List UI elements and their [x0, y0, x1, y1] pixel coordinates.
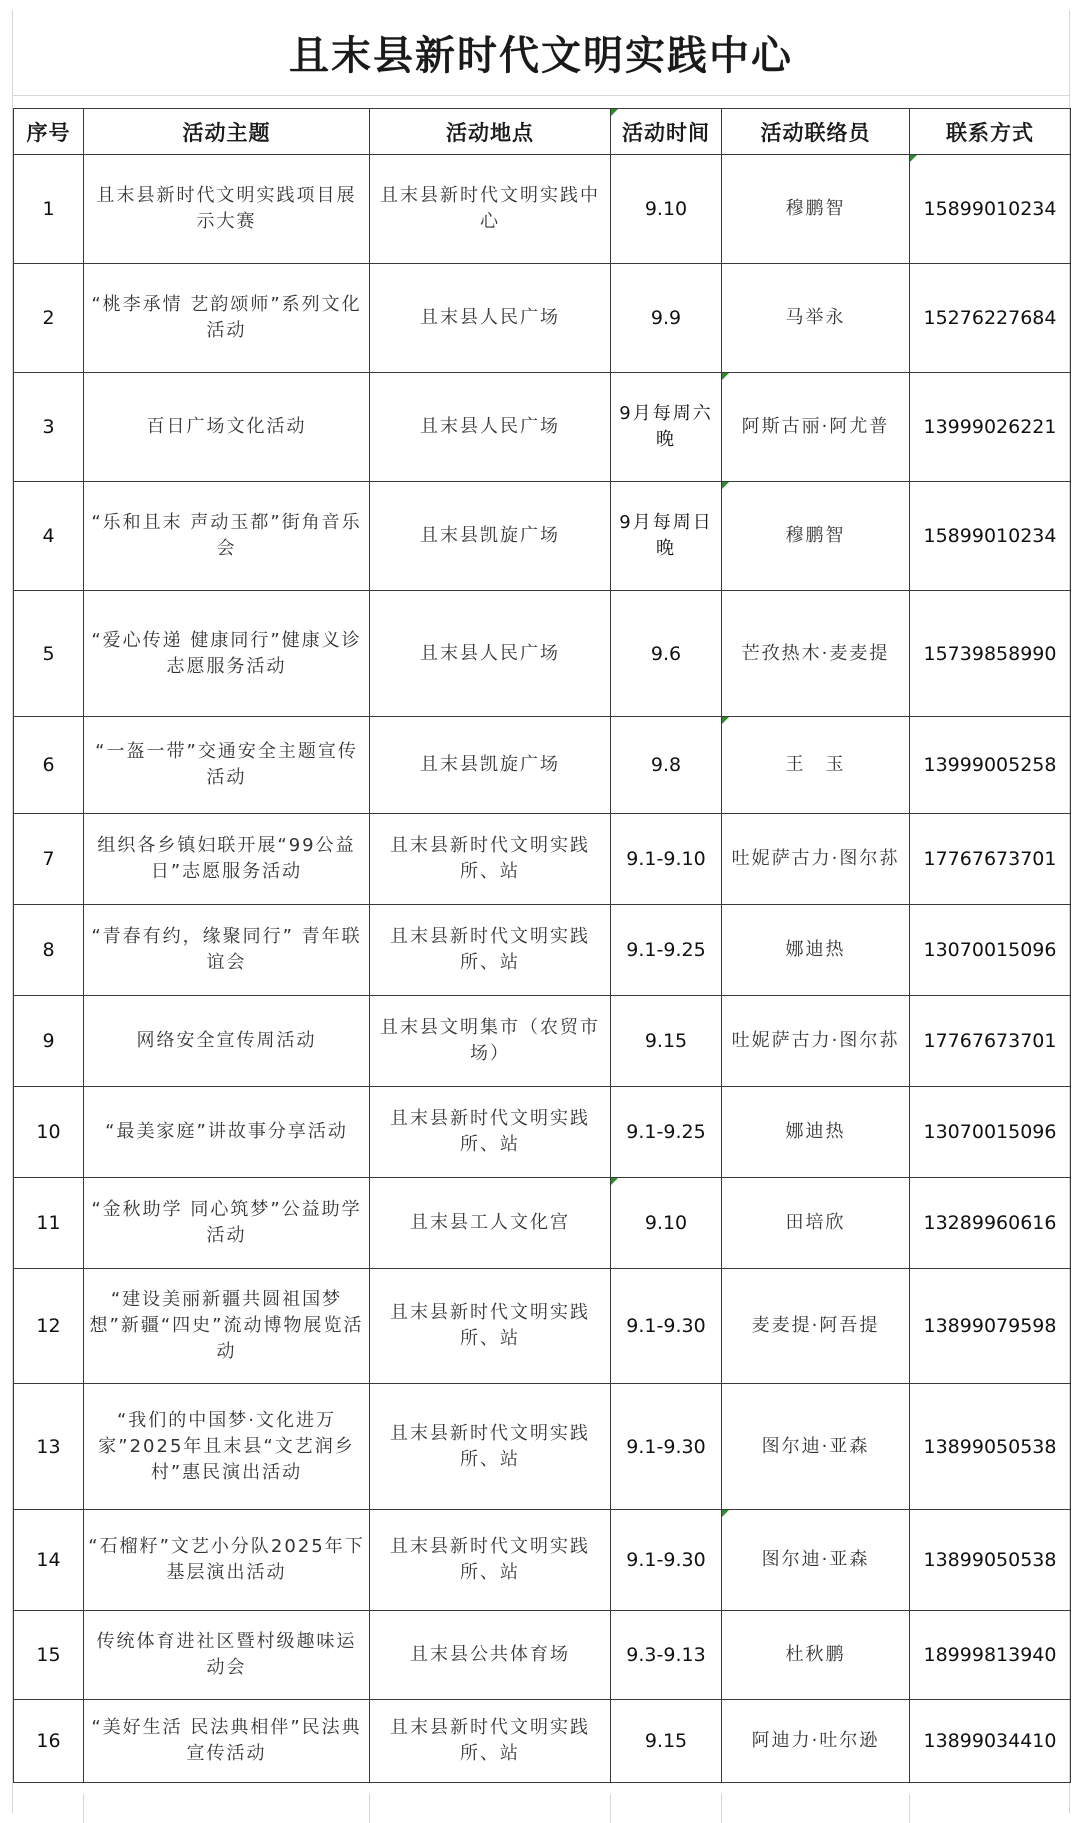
row-time: 9.10 — [611, 155, 722, 264]
page-title: 且末县新时代文明实践中心 — [13, 10, 1069, 96]
table-row — [14, 814, 1071, 905]
row-time: 9月每周日晚 — [611, 482, 722, 591]
table-row — [14, 1087, 1071, 1178]
header-time: 活动时间 — [611, 109, 722, 155]
row-no: 13 — [14, 1384, 84, 1510]
row-contact: 马举永 — [722, 264, 910, 373]
row-topic: “一盔一带”交通安全主题宣传活动 — [84, 717, 370, 814]
row-no: 15 — [14, 1611, 84, 1700]
header-phone: 联系方式 — [910, 109, 1071, 155]
row-place: 且末县新时代文明实践所、站 — [370, 1269, 611, 1384]
row-time: 9.9 — [611, 264, 722, 373]
row-time: 9.1-9.10 — [611, 814, 722, 905]
row-place: 且末县人民广场 — [370, 373, 611, 482]
row-no: 11 — [14, 1178, 84, 1269]
row-no: 6 — [14, 717, 84, 814]
table-row — [14, 373, 1071, 482]
row-topic: “建设美丽新疆共圆祖国梦想”新疆“四史”流动博物展览活动 — [84, 1269, 370, 1384]
row-no: 7 — [14, 814, 84, 905]
table-row — [14, 1178, 1071, 1269]
row-topic: 组织各乡镇妇联开展“99公益日”志愿服务活动 — [84, 814, 370, 905]
row-phone: 13899079598 — [910, 1269, 1071, 1384]
row-place: 且末县新时代文明实践所、站 — [370, 1700, 611, 1783]
row-time: 9.15 — [611, 1700, 722, 1783]
row-topic: “金秋助学 同心筑梦”公益助学活动 — [84, 1178, 370, 1269]
table-row — [14, 905, 1071, 996]
row-contact: 阿迪力·吐尔逊 — [722, 1700, 910, 1783]
row-contact: 阿斯古丽·阿尤普 — [722, 373, 910, 482]
table-row — [14, 1384, 1071, 1510]
row-phone: 13899050538 — [910, 1510, 1071, 1611]
tail-gridline — [909, 1794, 910, 1823]
tail-gridline — [369, 1794, 370, 1823]
row-time: 9.1-9.30 — [611, 1384, 722, 1510]
row-contact: 图尔迪·亚森 — [722, 1510, 910, 1611]
row-no: 5 — [14, 591, 84, 717]
row-no: 14 — [14, 1510, 84, 1611]
row-phone: 13289960616 — [910, 1178, 1071, 1269]
sheet-tail — [13, 1794, 1070, 1823]
table-row — [14, 482, 1071, 591]
row-time: 9月每周六晚 — [611, 373, 722, 482]
row-no: 8 — [14, 905, 84, 996]
header-row — [14, 109, 1071, 155]
row-no: 16 — [14, 1700, 84, 1783]
row-topic: “青春有约，缘聚同行” 青年联谊会 — [84, 905, 370, 996]
row-no: 9 — [14, 996, 84, 1087]
row-time: 9.15 — [611, 996, 722, 1087]
row-time: 9.1-9.30 — [611, 1510, 722, 1611]
schedule-sheet — [12, 10, 1070, 1813]
row-contact: 穆鹏智 — [722, 155, 910, 264]
activity-table — [13, 108, 1071, 1783]
row-phone: 13070015096 — [910, 905, 1071, 996]
row-place: 且末县凯旋广场 — [370, 482, 611, 591]
row-no: 1 — [14, 155, 84, 264]
row-place: 且末县新时代文明实践所、站 — [370, 1384, 611, 1510]
row-contact: 王 玉 — [722, 717, 910, 814]
row-time: 9.8 — [611, 717, 722, 814]
row-place: 且末县文明集市（农贸市场） — [370, 996, 611, 1087]
header-no: 序号 — [14, 109, 84, 155]
row-contact: 田培欣 — [722, 1178, 910, 1269]
row-topic: 传统体育进社区暨村级趣味运动会 — [84, 1611, 370, 1700]
row-phone: 15739858990 — [910, 591, 1071, 717]
row-contact: 娜迪热 — [722, 1087, 910, 1178]
row-topic: “乐和且末 声动玉都”街角音乐会 — [84, 482, 370, 591]
row-phone: 18999813940 — [910, 1611, 1071, 1700]
row-contact: 娜迪热 — [722, 905, 910, 996]
row-no: 4 — [14, 482, 84, 591]
row-contact: 吐妮萨古力·图尔荪 — [722, 814, 910, 905]
row-no: 10 — [14, 1087, 84, 1178]
row-topic: “最美家庭”讲故事分享活动 — [84, 1087, 370, 1178]
row-phone: 15899010234 — [910, 155, 1071, 264]
row-no: 12 — [14, 1269, 84, 1384]
row-contact: 芒孜热木·麦麦提 — [722, 591, 910, 717]
row-place: 且末县人民广场 — [370, 591, 611, 717]
row-phone: 13070015096 — [910, 1087, 1071, 1178]
row-no: 2 — [14, 264, 84, 373]
header-topic: 活动主题 — [84, 109, 370, 155]
header-contact: 活动联络员 — [722, 109, 910, 155]
table-row — [14, 717, 1071, 814]
tail-gridline — [83, 1794, 84, 1823]
row-phone: 17767673701 — [910, 814, 1071, 905]
table-row — [14, 996, 1071, 1087]
row-no: 3 — [14, 373, 84, 482]
row-topic: 且末县新时代文明实践项目展示大赛 — [84, 155, 370, 264]
row-place: 且末县新时代文明实践所、站 — [370, 1087, 611, 1178]
row-place: 且末县新时代文明实践所、站 — [370, 905, 611, 996]
table-row — [14, 591, 1071, 717]
row-phone: 13899050538 — [910, 1384, 1071, 1510]
table-row — [14, 1510, 1071, 1611]
row-place: 且末县人民广场 — [370, 264, 611, 373]
row-place: 且末县新时代文明实践所、站 — [370, 1510, 611, 1611]
table-row — [14, 1611, 1071, 1700]
row-phone: 13999026221 — [910, 373, 1071, 482]
row-contact: 杜秋鹏 — [722, 1611, 910, 1700]
row-time: 9.6 — [611, 591, 722, 717]
row-contact: 麦麦提·阿吾提 — [722, 1269, 910, 1384]
row-phone: 13999005258 — [910, 717, 1071, 814]
row-place: 且末县新时代文明实践所、站 — [370, 814, 611, 905]
row-contact: 穆鹏智 — [722, 482, 910, 591]
table-row — [14, 1269, 1071, 1384]
tail-gridline — [721, 1794, 722, 1823]
table-row — [14, 1700, 1071, 1783]
row-place: 且末县工人文化宫 — [370, 1178, 611, 1269]
row-time: 9.10 — [611, 1178, 722, 1269]
row-phone: 15899010234 — [910, 482, 1071, 591]
header-place: 活动地点 — [370, 109, 611, 155]
row-phone: 17767673701 — [910, 996, 1071, 1087]
row-phone: 13899034410 — [910, 1700, 1071, 1783]
row-contact: 图尔迪·亚森 — [722, 1384, 910, 1510]
row-phone: 15276227684 — [910, 264, 1071, 373]
table-row — [14, 264, 1071, 373]
row-topic: “石榴籽”文艺小分队2025年下基层演出活动 — [84, 1510, 370, 1611]
row-topic: “桃李承情 艺韵颂师”系列文化活动 — [84, 264, 370, 373]
tail-gridline — [610, 1794, 611, 1823]
table-row — [14, 155, 1071, 264]
row-topic: 网络安全宣传周活动 — [84, 996, 370, 1087]
row-topic: 百日广场文化活动 — [84, 373, 370, 482]
row-place: 且末县公共体育场 — [370, 1611, 611, 1700]
row-topic: “美好生活 民法典相伴”民法典宣传活动 — [84, 1700, 370, 1783]
row-topic: “我们的中国梦·文化进万家”2025年且末县“文艺润乡村”惠民演出活动 — [84, 1384, 370, 1510]
row-time: 9.1-9.30 — [611, 1269, 722, 1384]
row-time: 9.1-9.25 — [611, 905, 722, 996]
row-time: 9.3-9.13 — [611, 1611, 722, 1700]
row-topic: “爱心传递 健康同行”健康义诊志愿服务活动 — [84, 591, 370, 717]
row-time: 9.1-9.25 — [611, 1087, 722, 1178]
row-contact: 吐妮萨古力·图尔荪 — [722, 996, 910, 1087]
row-place: 且末县凯旋广场 — [370, 717, 611, 814]
row-place: 且末县新时代文明实践中心 — [370, 155, 611, 264]
